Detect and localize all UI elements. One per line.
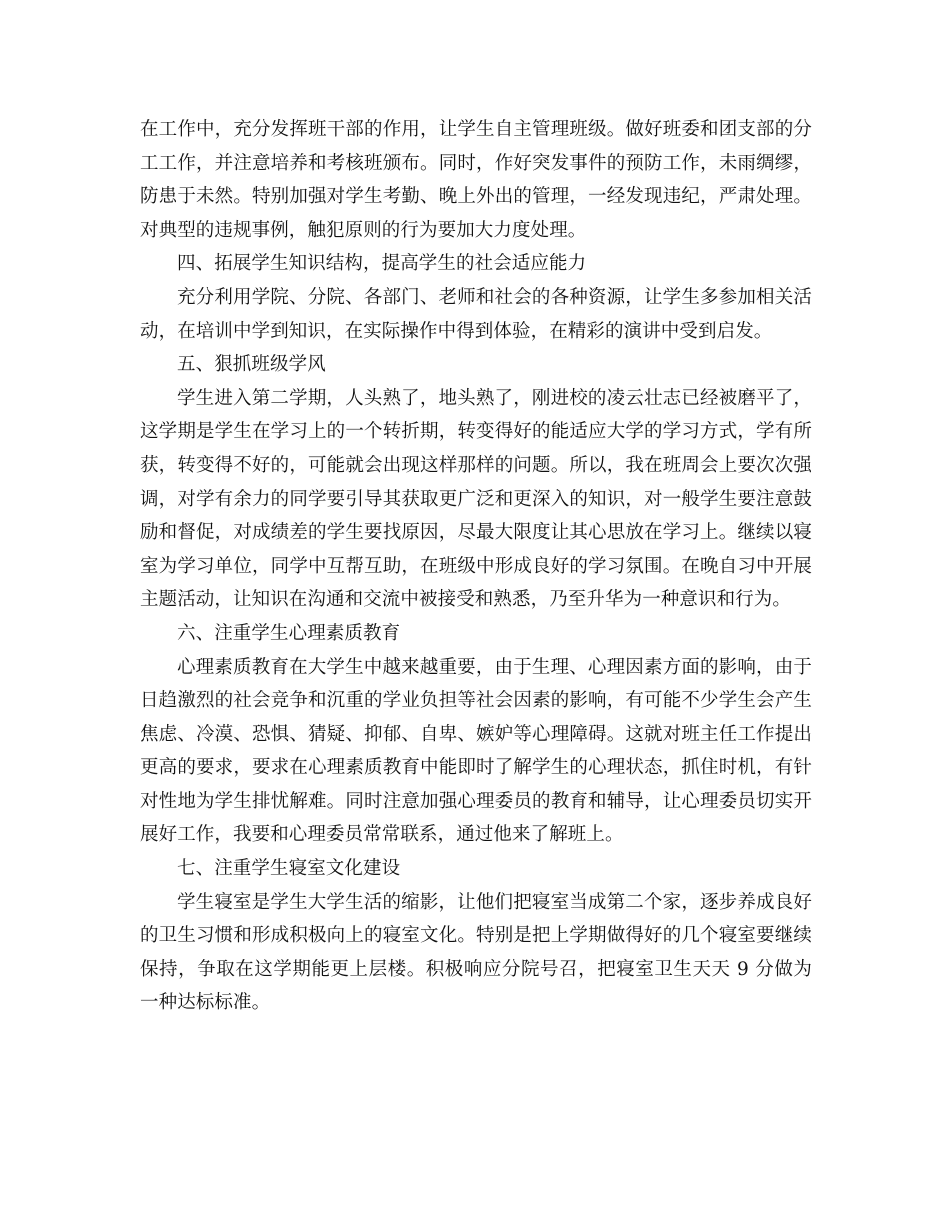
section-heading-psychological-education: 六、注重学生心理素质教育	[177, 622, 401, 644]
section-heading-study-style: 五、狠抓班级学风	[177, 354, 326, 376]
section-heading-dormitory-culture: 七、注重学生寝室文化建设	[177, 858, 401, 880]
paragraph-dormitory-culture: 学生寝室是学生大学生活的缩影，让他们把寝室当成第二个家，逐步养成良好的卫生习惯和形成积极向上的寝室文化。特别是把上学期做得好的几个寝室要继续保持，争取在这学期能更上层楼。积极响应分院号召，把寝室卫生天天 9 分做为一种达标标准。	[140, 891, 812, 1014]
paragraph-study-style: 学生进入第二学期，人头熟了，地头熟了，刚进校的凌云壮志已经被磨平了，这学期是学生在学习上的一个转折期，转变得好的能适应大学的学习方式，学有所获，转变得不好的，可能就会出现这样那样的问题。所以，我在班周会上要次次强调，对学有余力的同学要引导其获取更广泛和更深入的知识，对一般学生要注意鼓励和督促，对成绩差的学生要找原因，尽最大限度让其心思放在学习上。继续以寝室为学习单位，同学中互帮互助，在班级中形成良好的学习氛围。在晚自习中开展主题活动，让知识在沟通和交流中被接受和熟悉，乃至升华为一种意识和行为。	[140, 387, 812, 611]
paragraph-psychological-education: 心理素质教育在大学生中越来越重要，由于生理、心理因素方面的影响，由于日趋激烈的社会竞争和沉重的学业负担等社会因素的影响，有可能不少学生会产生焦虑、冷漠、恐惧、猜疑、抑郁、自卑、嫉妒等心理障碍。这就对班主任工作提出更高的要求，要求在心理素质教育中能即时了解学生的心理状态，抓住时机，有针对性地为学生排忧解难。同时注意加强心理委员的教育和辅导，让心理委员切实开展好工作，我要和心理委员常常联系，通过他来了解班上。	[140, 656, 812, 846]
paragraph-class-management: 在工作中，充分发挥班干部的作用，让学生自主管理班级。做好班委和团支部的分工工作，并注意培养和考核班颁布。同时，作好突发事件的预防工作，未雨绸缪，防患于未然。特别加强对学生考勤、晚上外出的管理，一经发现违纪，严肃处理。对典型的违规事例，触犯原则的行为要加大力度处理。	[140, 119, 812, 241]
section-heading-knowledge-structure: 四、拓展学生知识结构，提高学生的社会适应能力	[177, 253, 587, 275]
paragraph-knowledge-structure: 充分利用学院、分院、各部门、老师和社会的各种资源，让学生多参加相关活动，在培训中学到知识，在实际操作中得到体验，在精彩的演讲中受到启发。	[140, 286, 812, 342]
document-body	[140, 113, 812, 1020]
